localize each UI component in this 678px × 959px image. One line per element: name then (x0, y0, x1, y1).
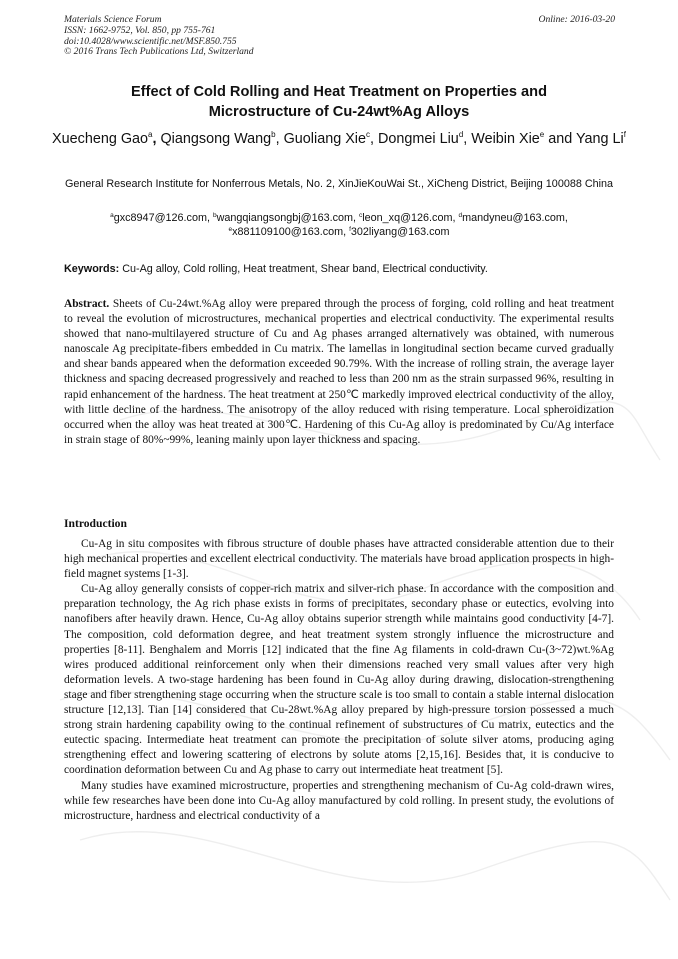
journal-header (64, 15, 254, 58)
author-list: Xuecheng Gao$^a$, Qiangsong Wang$^b$, Guoliang Xie$^c$, Dongmei Liu$^d$, Weibin Xie$^e$ and Yang Li$^f$ (52, 130, 626, 147)
introduction-body (64, 537, 614, 824)
author: Weibin Xie$^e$ (471, 130, 545, 147)
abstract (64, 297, 614, 448)
author: Dongmei Liu$^d$ (378, 130, 464, 147)
keywords-text: Cu-Ag alloy, Cold rolling, Heat treatment, Shear band, Electrical conductivity. (119, 263, 488, 275)
doi-line: doi:10.4028/www.scientific.net/MSF.850.755 (64, 35, 237, 47)
abstract-label: Abstract. (64, 298, 110, 310)
affiliation: General Research Institute for Nonferrous Metals, No. 2, XinJieKouWai St., XiCheng District, Beijing 100088 China (64, 178, 614, 190)
author: Yang Li$^f$ (576, 130, 626, 147)
author: Xuecheng Gao$^a$ (52, 130, 153, 147)
section-heading-introduction: Introduction (64, 517, 127, 530)
abstract-text: Sheets of Cu-24wt.%Ag alloy were prepared through the process of forging, cold rolling and heat treatment to reveal the evolution of microstructures, mechanical properties and electrical conductivity. The experimental results showed that nano-multilayered structure of Cu and Ag phases arranged alternatively was obtained, with numerous nanoscale Ag precipitate-fibers embedded in Cu matrix. The lamellas in longitudinal section became curved gradually and shear bands appeared when the deformation exceeded 90.79%. With the increase of rolling strain, the average layer thickness and spacing decreased progressively and reached to less than 200 nm as the strain surpassed 96%, resulting in rapid enhancement of the hardness. The heat treatment at 250℃ markedly improved electrical conductivity of the alloy, with little decline of the hardness. The anisotropy of the alloy reduced with rising temperature. Local spheroidization occurred when the alloy was heat treated at 300℃. Hardening of this Cu-Ag alloy is predominated by Cu/Ag interface in strain stage of 80%~99%, leaning mainly upon layer thickness and spacing. (64, 298, 614, 446)
journal-name: Materials Science Forum (64, 14, 162, 25)
email: $^f$302liyang@163.com (349, 226, 450, 238)
online-date: Online: 2016-03-20 (538, 14, 615, 25)
author: Guoliang Xie$^c$ (283, 130, 371, 147)
email: $^d$mandyneu@163.com, (458, 212, 568, 224)
paragraph: Many studies have examined microstructure, properties and strengthening mechanism of Cu-Ag cold-drawn wires, while few researches have been done into Cu-Ag alloy manufactured by cold rolling. In present study, the evolutions of microstructure, hardness and electrical conductivity of a (64, 779, 614, 822)
title-line-1: Effect of Cold Rolling and Heat Treatment on Properties and (131, 84, 547, 100)
issn-line: ISSN: 1662-9752, Vol. 850, pp 755-761 (64, 24, 216, 36)
title-line-2: Microstructure of Cu-24wt%Ag Alloys (208, 104, 470, 120)
email-list (52, 211, 626, 239)
keywords (64, 262, 614, 276)
email: $^e$x881109100@163.com, (228, 226, 350, 238)
author: Qiangsong Wang$^b$ (160, 130, 276, 147)
paragraph: Cu-Ag in situ composites with fibrous structure of double phases have attracted considerable attention due to their high mechanical properties and excellent electrical conductivity. The materials have broad application prospects in high-field magnet systems [1-3]. (64, 538, 614, 581)
paper-title (64, 82, 614, 122)
copyright-line: © 2016 Trans Tech Publications Ltd, Switzerland (64, 46, 254, 58)
email: $^a$gxc8947@126.com, (110, 212, 213, 224)
paragraph: Cu-Ag alloy generally consists of copper-rich matrix and silver-rich phase. In accordance with the composition and preparation technology, the Ag rich phase exists in forms of precipitates, secondary phase or eutectics, evolving into nanofibers after heavily drawn. Hence, Cu-Ag alloy obtains superior strength while maintains good conductivity [4-7]. The composition, cold deformation degree, and heat treatment system strongly influence the microstructure and properties [8-11]. Benghalem and Morris [12] indicated that the fine Ag filaments in cold-drawn Cu-(3~72)wt.%Ag wires produced additional reinforcement only when their dimensions reached very small values after very high deformation levels. A two-stage hardening has been found in Cu-Ag alloy during drawing, dislocation-strengthening stage and fiber strengthening stage occurring when the structure scale is too small to contain a stable internal dislocation structure [12,13]. Tian [14] considered that Cu-28wt.%Ag alloy prepared by high-pressure torsion possessed a much strong strain hardening capability owing to the continual refinement of substructures of Cu matrix, eutectics and the eutectic spacing. Intermediate heat treatment can promote the precipitation of solute silver atoms, producing aging strengthening effect and lowering scattering of electrons by solute atoms [2,15,16]. Besides that, it is conducive to coordination deformation between Cu and Ag phase to carry out intermediate heat treatment [5]. (64, 583, 614, 777)
email: $^c$leon_xq@126.com, (359, 212, 459, 224)
email: $^b$wangqiangsongbj@163.com, (212, 212, 359, 224)
keywords-label: Keywords: (64, 263, 120, 275)
